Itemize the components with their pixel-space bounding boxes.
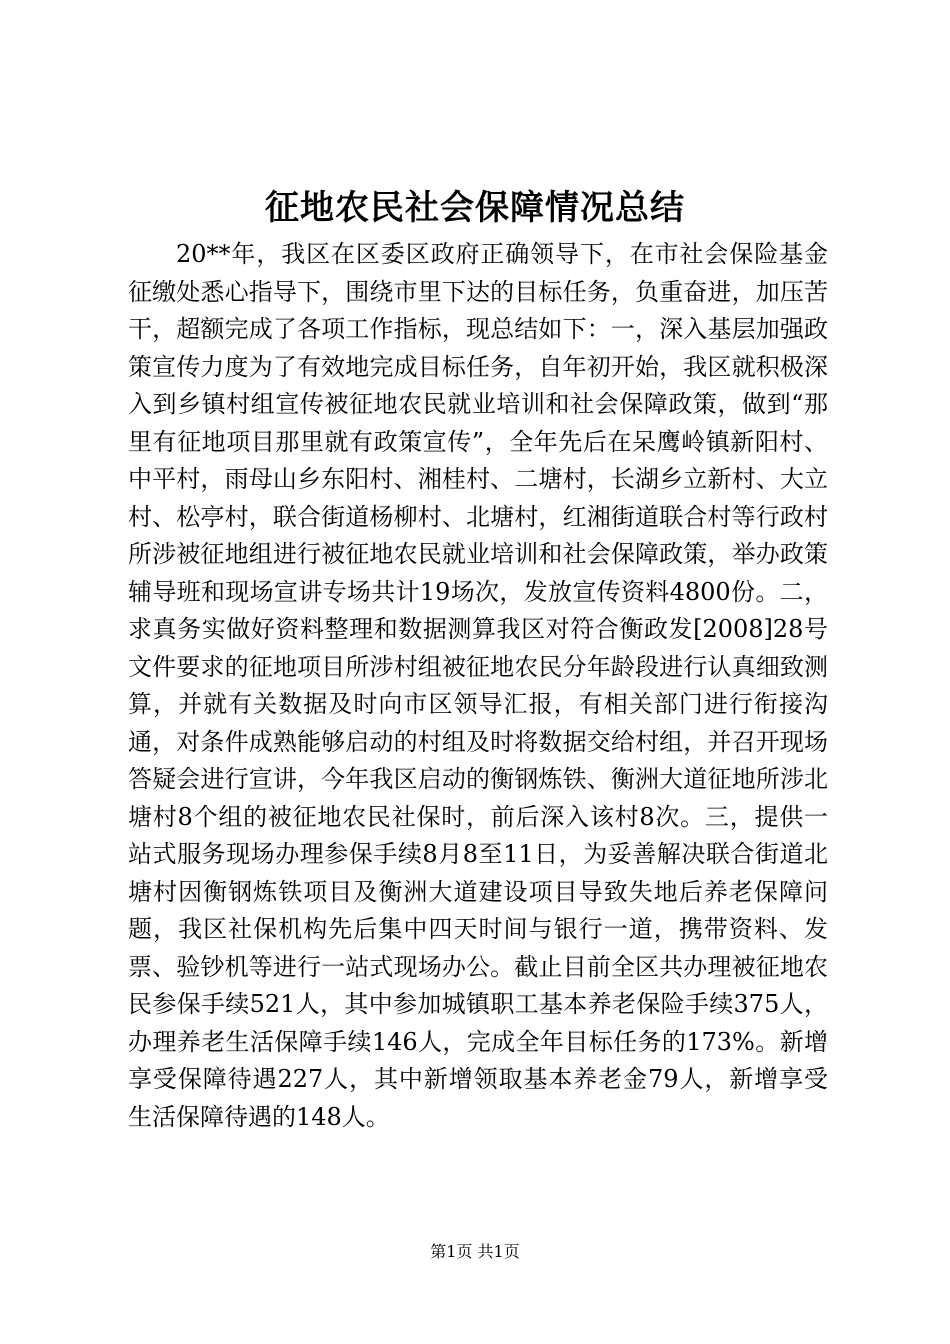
page-footer-number: 第1页 共1页	[430, 1242, 520, 1261]
document-body-paragraph: 20**年，我区在区委区政府正确领导下，在市社会保险基金征缴处悉心指导下，围绕市里下达的目标任务，负重奋进，加压苦干，超额完成了各项工作指标，现总结如下：一，深入基层加强政策宣传力度为了有效地完成目标任务，自年初开始，我区就积极深入到乡镇村组宣传被征地农民就业培训和社会保障政策，做到“那里有征地项目那里就有政策宣传”，全年先后在呆鹰岭镇新阳村、中平村，雨母山乡东阳村、湘桂村、二塘村，长湖乡立新村、大立村、松亭村，联合街道杨柳村、北塘村，红湘街道联合村等行政村所涉被征地组进行被征地农民就业培训和社会保障政策，举办政策辅导班和现场宣讲专场共计19场次，发放宣传资料4800份。二，求真务实做好资料整理和数据测算我区对符合衡政发[2008]28号文件要求的征地项目所涉村组被征地农民分年龄段进行认真细致测算，并就有关数据及时向市区领导汇报，有相关部门进行衔接沟通，对条件成熟能够启动的村组及时将数据交给村组，并召开现场答疑会进行宣讲，今年我区启动的衡钢炼铁、衡洲大道征地所涉北塘村8个组的被征地农民社保时，前后深入该村8次。三，提供一站式服务现场办理参保手续8月8至11日，为妥善解决联合街道北塘村因衡钢炼铁项目及衡洲大道建设项目导致失地后养老保障问题，我区社保机构先后集中四天时间与银行一道，携带资料、发票、验钞机等进行一站式现场办公。截止目前全区共办理被征地农民参保手续521人，其中参加城镇职工基本养老保险手续375人，办理养老生活保障手续146人，完成全年目标任务的173%。新增享受保障待遇227人，其中新增领取基本养老金79人，新增享受生活保障待遇的148人。	[128, 240, 828, 1131]
document-title: 征地农民社会保障情况总结	[265, 188, 685, 228]
